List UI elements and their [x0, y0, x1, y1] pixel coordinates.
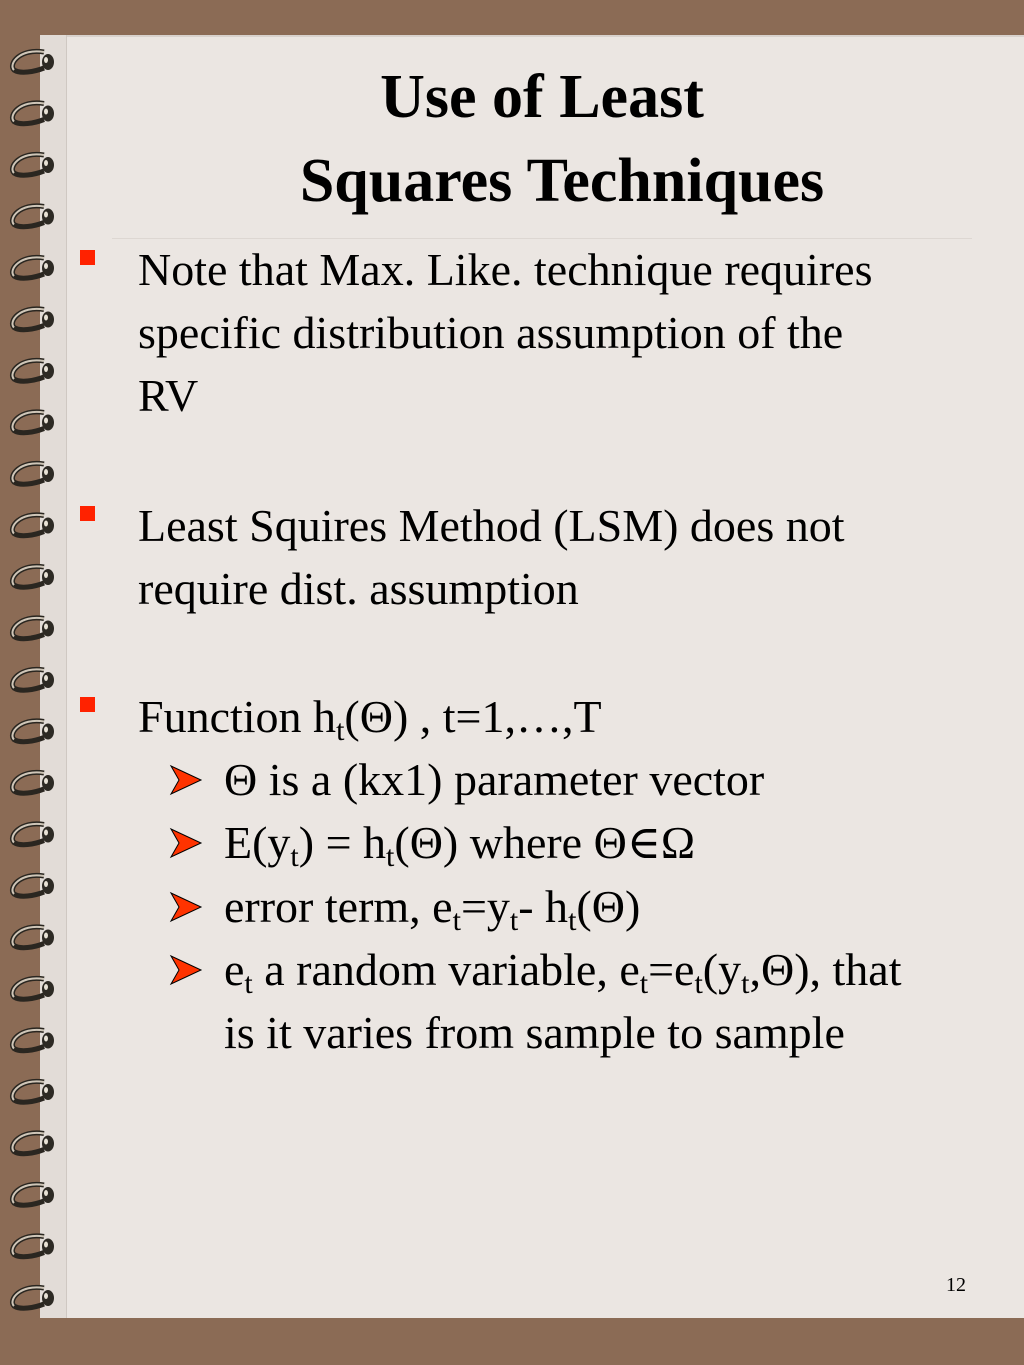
bullet-3-text — [138, 685, 602, 748]
subscript: t — [639, 967, 649, 1000]
binding-ring — [12, 1184, 54, 1205]
bullet-2-line2: require dist. assumption — [138, 563, 579, 614]
text-run: ,Θ), that — [749, 944, 902, 995]
slide-title-line1: Use of Least — [380, 63, 704, 131]
binding-ring — [12, 875, 54, 896]
sub-bullet-2 — [224, 811, 695, 874]
bullet-2-line1: Least Squires Method (LSM) does not — [138, 500, 845, 551]
text-run: - h — [518, 881, 569, 932]
arrow-bullet-icon — [168, 762, 204, 798]
binding-ring — [12, 309, 54, 330]
text-run: =y — [460, 881, 510, 932]
subscript: t — [509, 904, 519, 937]
binding-ring — [12, 566, 54, 587]
binding-ring — [12, 978, 54, 999]
arrow-bullet-icon — [168, 825, 204, 861]
binding-ring — [12, 1081, 54, 1102]
text-run: =e — [648, 944, 695, 995]
slide-title-line2: Squares Techniques — [299, 147, 825, 215]
spiral-binding — [0, 0, 70, 1365]
bullet-1-line1: Note that Max. Like. technique requires — [138, 244, 873, 295]
bullet-square-icon — [80, 506, 95, 521]
binding-ring — [12, 927, 54, 948]
subscript: t — [741, 967, 750, 1000]
slide-page — [40, 35, 1024, 1318]
binding-ring — [12, 824, 54, 845]
text-run: Θ is a (kx1) parameter vector — [224, 754, 765, 805]
text-run: a random variable, e — [252, 944, 640, 995]
binding-ring — [12, 257, 54, 278]
text-run: (Θ) where Θ∈Ω — [394, 817, 696, 868]
binding-ring — [12, 1030, 54, 1051]
subscript: t — [452, 904, 461, 937]
binding-ring — [12, 1287, 54, 1308]
subscript: t — [568, 904, 577, 937]
subscript: t — [244, 967, 253, 1000]
binding-ring — [12, 360, 54, 381]
binding-ring — [12, 1133, 54, 1154]
binding-ring — [12, 1236, 54, 1257]
binding-ring — [12, 51, 54, 72]
text-run: E(y — [224, 817, 291, 868]
text-run: error term, e — [224, 881, 453, 932]
bullet-3-subscript: t — [336, 714, 345, 747]
binding-ring — [12, 669, 54, 690]
sub-bullet-4-line2: is it varies from sample to sample — [224, 1007, 845, 1058]
sub-bullet-1 — [224, 748, 764, 811]
text-run: ) = h — [298, 817, 387, 868]
text-run: (y — [702, 944, 742, 995]
binding-ring — [12, 618, 54, 639]
bullet-1-line3: RV — [138, 370, 199, 421]
text-run: e — [224, 944, 245, 995]
arrow-bullet-icon — [168, 889, 204, 925]
binding-ring — [12, 721, 54, 742]
binding-ring — [12, 154, 54, 175]
binding-ring — [12, 772, 54, 793]
bullet-3-pre: Function h — [138, 691, 337, 742]
binding-ring — [12, 463, 54, 484]
binding-ring — [12, 515, 54, 536]
sub-bullet-3 — [224, 875, 640, 938]
bullet-1-line2: specific distribution assumption of the — [138, 307, 844, 358]
bullet-square-icon — [80, 697, 95, 712]
subscript: t — [290, 840, 299, 873]
page-number: 12 — [946, 1274, 966, 1296]
binding-ring — [12, 412, 54, 433]
subscript: t — [694, 967, 703, 1000]
binding-ring — [12, 103, 54, 124]
sub-bullet-4 — [224, 938, 901, 1001]
subscript: t — [386, 840, 395, 873]
bullet-3-post: (Θ) , t=1,…,T — [344, 691, 602, 742]
bullet-square-icon — [80, 250, 95, 265]
binding-ring — [12, 206, 54, 227]
arrow-bullet-icon — [168, 952, 204, 988]
text-run: (Θ) — [576, 881, 641, 932]
